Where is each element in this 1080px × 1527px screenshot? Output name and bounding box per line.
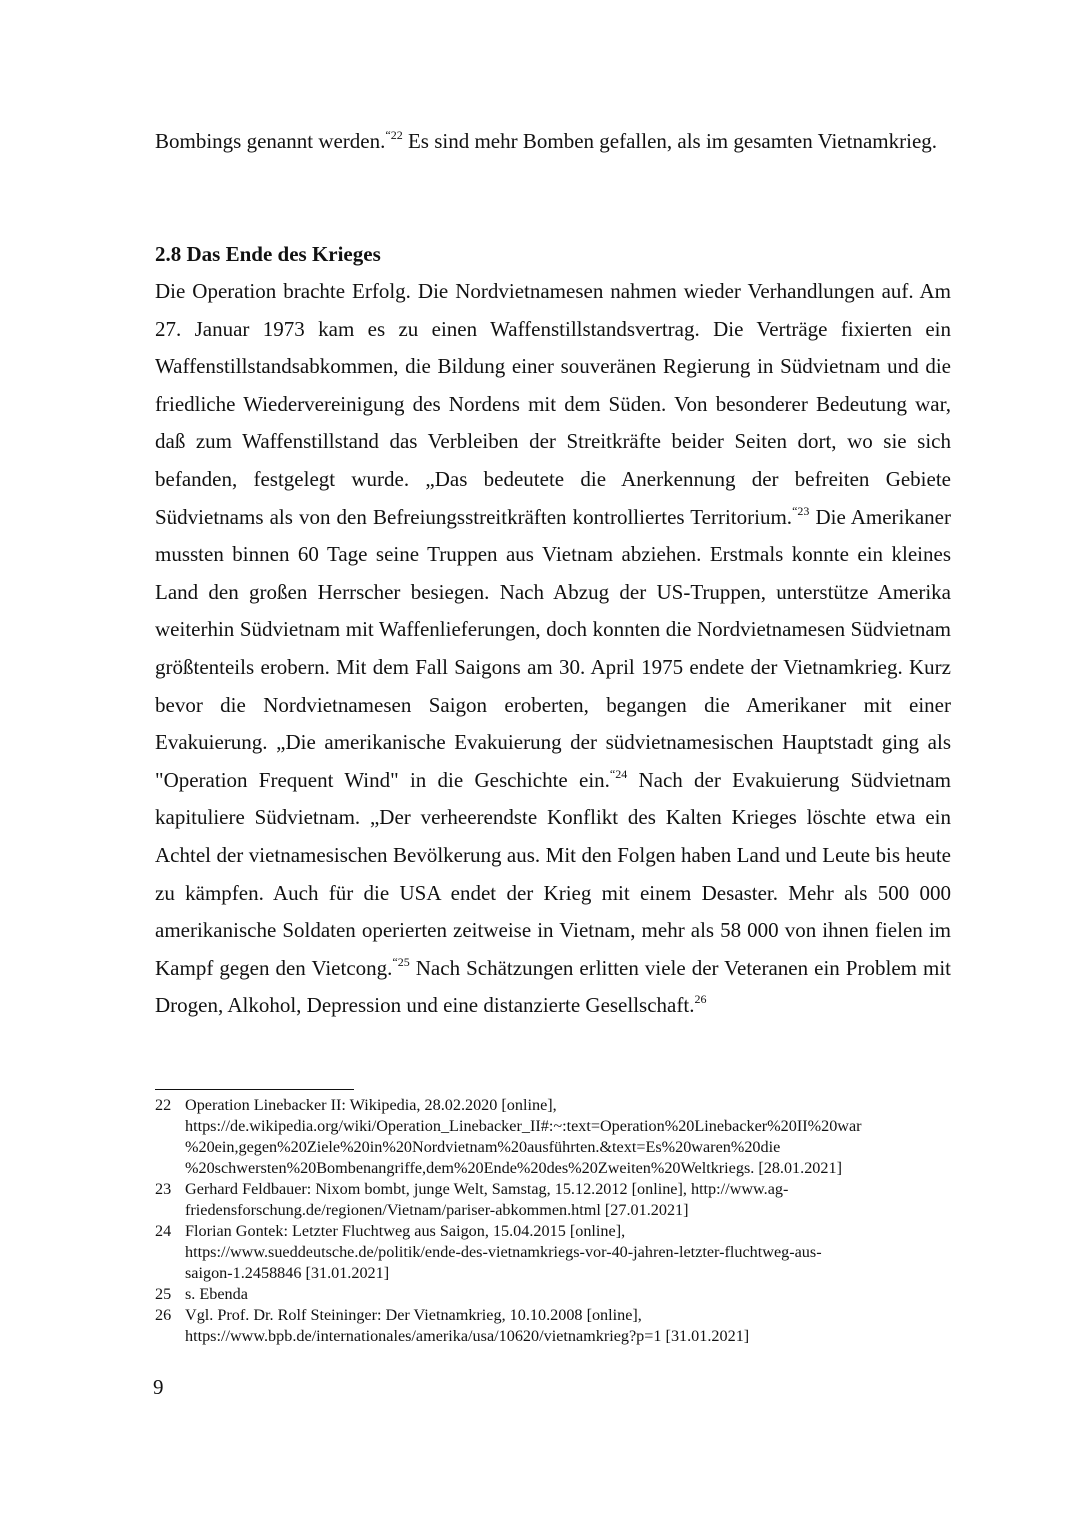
intro-paragraph: [155, 123, 951, 161]
footnote-link[interactable]: https://www.bpb.de/internationales/amerika/usa/10620/vietnamkrieg?p=1 [31.01.2021]: [185, 1327, 750, 1345]
footnote-link[interactable]: saigon-1.2458846 [31.01.2021]: [185, 1264, 390, 1282]
footnote-22: [155, 1095, 955, 1179]
page-number: 9: [153, 1375, 164, 1399]
main-text-2: Die Amerikaner mussten binnen 60 Tage seine Truppen aus Vietnam abziehen. Erstmals konnte ein kleines Land den großen Herrscher besiegen. Nach Abzug der US-Truppen, unterstütze Amerika weiterhin Südvietnam mit Waffenlieferungen, doch konnten die Nordvietnamesen Südvietnam größtenteils erobern. Mit dem Fall Saigons am 30. April 1975 endete der Vietnamkrieg. Kurz bevor die Nordvietnamesen Saigon eroberten, begangen die Amerikaner mit einer Evakuierung. „Die amerikanische Evakuierung der südvietnamesischen Hauptstadt ging als "Operation Frequent Wind" in die Geschichte ein.: [155, 504, 951, 792]
footnote-link[interactable]: https://de.wikipedia.org/wiki/Operation_Linebacker_II#:~:text=Operation%20Linebacker%20II%20war: [185, 1117, 862, 1135]
footnote-link[interactable]: %20schwersten%20Bombenangriffe,dem%20Ende%20des%20Zweiten%20Weltkriegs. [28.01.2021]: [185, 1159, 842, 1177]
footnote-number: 23: [155, 1180, 172, 1198]
footnote-separator: [155, 1089, 354, 1090]
footnote-number: 22: [155, 1096, 172, 1114]
footnote-number: 26: [155, 1306, 172, 1324]
footnote-ref-26[interactable]: 26: [694, 992, 707, 1007]
footnote-number: 25: [155, 1285, 172, 1303]
footnote-ref-24[interactable]: “24: [609, 766, 628, 781]
footnote-25: [155, 1284, 955, 1305]
intro-text-2: Es sind mehr Bomben gefallen, als im gesamten Vietnamkrieg.: [402, 129, 938, 153]
footnote-ref-23[interactable]: “23: [792, 503, 810, 518]
footnote-line: s. Ebenda: [185, 1285, 248, 1303]
footnote-26: [155, 1305, 955, 1347]
footnote-link[interactable]: friedensforschung.de/regionen/Vietnam/pariser-abkommen.html [27.01.2021]: [185, 1201, 689, 1219]
footnote-link[interactable]: %20ein,gegen%20Ziele%20in%20Nordvietnam%20ausführten.&text=Es%20waren%20die: [185, 1138, 781, 1156]
footnote-line[interactable]: Gerhard Feldbauer: Nixom bombt, junge Welt, Samstag, 15.12.2012 [online], http://www.ag-: [185, 1180, 789, 1198]
footnote-23: [155, 1179, 955, 1221]
footnote-line: Operation Linebacker II: Wikipedia, 28.02.2020 [online],: [185, 1096, 557, 1114]
main-text-1: Die Operation brachte Erfolg. Die Nordvietnamesen nahmen wieder Verhandlungen auf. Am 27. Januar 1973 kam es zu einen Waffenstillstandsvertrag. Die Verträge fixierten ein Waffenstillstandsabkommen, die Bildung einer souveränen Regierung in Südvietnam und die friedliche Wiedervereinigung des Nordens mit dem Süden. Von besonderer Bedeutung war, daß zum Waffenstillstand das Verbleiben der Streitkräfte beider Seiten dort, wo sie sich befanden, festgelegt wurde. „Das bedeutete die Anerkennung der befreiten Gebiete Südvietnams als von den Befreiungsstreitkräften kontrolliertes Territorium.: [155, 279, 951, 529]
footnote-number: 24: [155, 1222, 172, 1240]
footnote-line: Vgl. Prof. Dr. Rolf Steininger: Der Vietnamkrieg, 10.10.2008 [online],: [185, 1306, 642, 1324]
footnote-link[interactable]: https://www.sueddeutsche.de/politik/ende-des-vietnamkriegs-vor-40-jahren-letzter-fluchtweg-aus-: [185, 1243, 822, 1261]
footnote-24: [155, 1221, 955, 1284]
footnote-line: Florian Gontek: Letzter Fluchtweg aus Saigon, 15.04.2015 [online],: [185, 1222, 626, 1240]
main-paragraph: [155, 273, 951, 1025]
footnote-list: [155, 1095, 955, 1347]
main-text-4: Nach Schätzungen erlitten viele der Veteranen ein Problem mit Drogen, Alkohol, Depression und eine distanzierte Gesellschaft.: [155, 955, 951, 1018]
footnote-ref-25[interactable]: “25: [392, 954, 410, 969]
main-text-3: Nach der Evakuierung Südvietnam kapituliere Südvietnam. „Der verheerendste Konflikt des Kalten Krieges löschte etwa ein Achtel der vietnamesischen Bevölkerung aus. Mit den Folgen haben Land und Leute bis heute zu kämpfen. Auch für die USA endet der Krieg mit einem Desaster. Mehr als 500 000 amerikanische Soldaten operierten zeitweise in Vietnam, mehr als 58 000 von ihnen fielen im Kampf gegen den Vietcong.: [155, 767, 951, 980]
section-heading: 2.8 Das Ende des Krieges: [155, 242, 381, 266]
intro-text-1: Bombings genannt werden.: [155, 129, 386, 153]
footnote-ref-22[interactable]: “22: [385, 128, 403, 142]
